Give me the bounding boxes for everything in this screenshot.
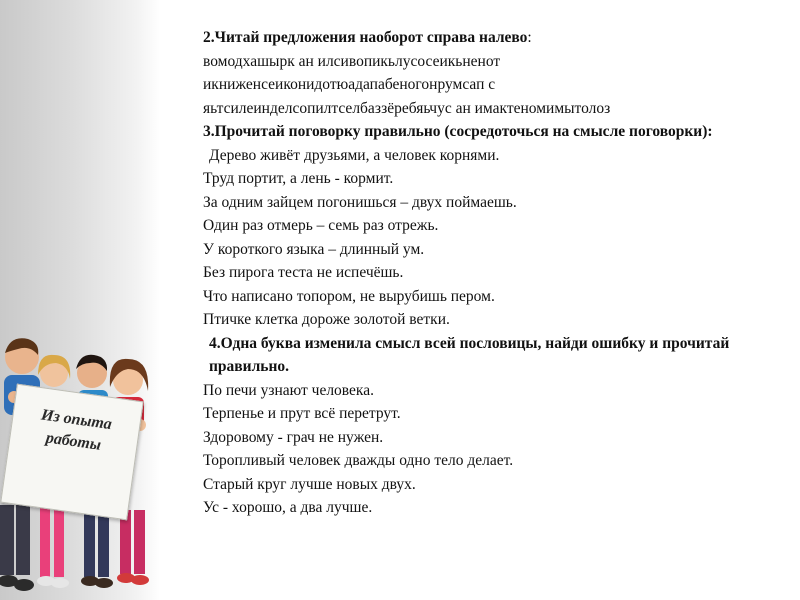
section-2-lines [203,50,795,121]
sign-text: Из опыта работы [40,406,113,454]
text-line: За одним зайцем погонишься – двух поймаешь. [203,193,517,211]
section-2-heading-text: 2.Читай предложения наоборот справа налево [203,29,528,46]
text-line: яьтсилеинделсопилтселбаззёребяьчус ан имактеномимытолоз [203,99,611,117]
text-line: икниженсеиконидотюадапабеногонрумсап с [203,76,496,93]
text-line: Здоровому - грач не нужен. [203,428,384,446]
text-line: Птичке клетка дороже золотой ветки. [203,311,450,328]
section-4-heading: 4.Одна буква изменила смысл всей пословицы, найди ошибку и прочитай правильно. [209,334,730,375]
text-line: У короткого языка – длинный ум. [203,240,425,258]
text-line: Старый круг лучше новых двух. [203,475,416,493]
text-line: вомодхашырк ан илсивопикьлусосеикьненот [203,52,501,70]
worksheet-content [203,26,795,520]
text-line: Дерево живёт друзьями, а человек корнями. [209,146,500,164]
section-4-lines [203,379,795,520]
text-line: Торопливый человек дважды одно тело делает. [203,452,514,469]
text-line: Один раз отмерь – семь раз отрежь. [203,217,439,234]
text-line: Без пирога теста не испечёшь. [203,264,404,281]
section-3-lines [203,144,795,332]
section-2-heading [203,26,795,50]
text-line: Ус - хорошо, а два лучше. [203,499,373,516]
section-2-heading-suffix: : [527,29,532,46]
text-line: По печи узнают человека. [203,381,374,399]
text-line: Терпенье и прут всё перетрут. [203,405,401,422]
text-line: Труд портит, а лень - кормит. [203,170,394,187]
sign-board [0,384,143,521]
section-3-heading: 3.Прочитай поговорку правильно (сосредоточься на смысле поговорки): [203,123,713,140]
text-line: Что написано топором, не вырубишь пером. [203,287,495,305]
